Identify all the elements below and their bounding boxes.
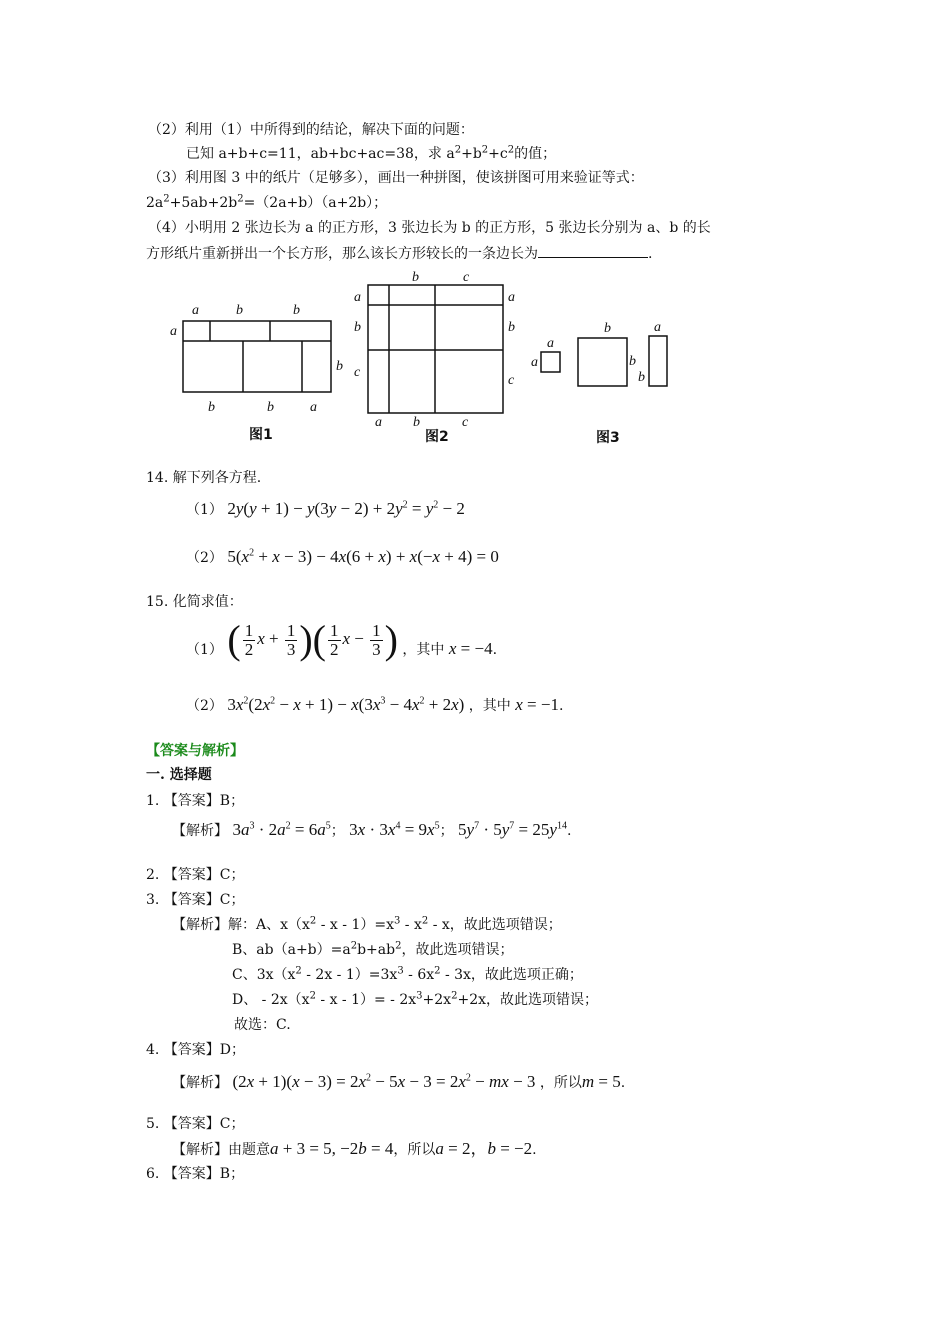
part4-line2: 方形纸片重新拼出一个长方形，那么该长方形较长的一条边长为 . (146, 243, 652, 264)
q14-eq1-math: $2y(y + 1) - y(3y - 2) + 2y^2 = y^2 - 2$ (227, 499, 465, 518)
figure-3 (541, 336, 667, 386)
fig2-bottom-label-2: b (413, 415, 420, 430)
fig1-left-label: a (170, 324, 177, 339)
answer-3-option-d: D、 - $2x(x^2 - x - 1)= - 2x^3+2x^2+2x$，故此选项错误； (232, 990, 599, 1008)
answers-heading: 【答案与解析】 (146, 743, 244, 759)
answer-3: 3. 【答案】C； (146, 892, 245, 908)
answer-6: 6. 【答案】B； (146, 1166, 245, 1182)
answer-3-option-c: C、$3x(x^2 - 2x - 1)=3x^3 - 6x^2 - 3x$，故此选项正确； (232, 965, 583, 983)
answer-3-explanation: 【解析】解：A、$x(x^2 - x - 1)=x^3 - x^2 - x$，故此选项错误； (172, 915, 562, 933)
fig1-right-label: b (336, 359, 343, 374)
answer-3-selection: 故选：C. (234, 1017, 291, 1033)
figure-2 (368, 285, 503, 413)
fig1-caption: 图1 (249, 427, 273, 443)
figures-illustration (160, 268, 700, 453)
fig1-top-label-3: b (293, 303, 300, 318)
answer-4-explanation: 【解析】 $(2x + 1)(x - 3) = 2x^2 - 5x - 3 = 2x^2$ − mx − 3 ，所以m = 5. (172, 1072, 626, 1091)
answer-5-explanation: 【解析】由题意a + 3 = 5, −2b = 4，所以a = 2，b = −2. (172, 1139, 537, 1158)
fig2-left-label-3: c (354, 365, 361, 380)
q15-eq2-math: $3x^2(2x^2 - x + 1) - x(3x^3 - 4x^2 + 2x)$ (227, 695, 465, 714)
q15-eq2: （2） $3x^2(2x^2 - x + 1) - x(3x^3 - 4x^2 + 2x)$ ，其中 x = −1. (186, 695, 564, 714)
q15-eq1-math: ( $\frac{1}{2}$ x + $\frac{1}{3}$ )( $\frac{1}{2}$ x − $\frac{1}{3}$ ) (227, 617, 398, 663)
answer-1: 1. 【答案】B； (146, 793, 245, 809)
fig3-caption: 图3 (596, 430, 620, 446)
q14-eq2-math: $5(x^2 + x - 3) - 4x(6 + x) + x(-x + 4) = 0$ (227, 547, 499, 566)
answers-section-title: 一. 选择题 (146, 767, 212, 783)
fig2-caption: 图2 (425, 429, 449, 445)
fig2-top-label-2: c (463, 270, 470, 285)
fig1-bottom-label-3: a (310, 400, 317, 415)
fig2-right-label-3: c (508, 373, 515, 388)
fig2-right-label-1: a (508, 290, 515, 305)
fig2-left-label-1: a (354, 290, 361, 305)
q14-title: 14. 解下列各方程. (146, 470, 262, 486)
part2-line1: （2）利用（1）中所得到的结论，解决下面的问题： (148, 122, 474, 138)
fig2-bottom-label-1: a (375, 415, 382, 430)
part4-line1: （4）小明用 2 张边长为 a 的正方形，3 张边长为 b 的正方形，5 张边长分别为 a、b 的长 (148, 220, 711, 236)
fig3-label-rect-top: a (654, 320, 661, 335)
fig3-label-square-top: b (604, 321, 611, 336)
fig3-label-square-right: b (629, 354, 636, 369)
fig3-label-small-left: a (531, 355, 538, 370)
answer-1-explanation: 【解析】 $3a^3 \cdot 2a^2 = 6a^5$； $3x \cdot 3x^4 = 9x^5$； $5y^7 \cdot 5y^7 = 25y^{14}$. (172, 820, 572, 839)
fig1-top-label-2: b (236, 303, 243, 318)
fig1-bottom-label-2: b (267, 400, 274, 415)
answer-2: 2. 【答案】C； (146, 867, 245, 883)
fig2-bottom-label-3: c (462, 415, 469, 430)
fig2-right-label-2: b (508, 320, 515, 335)
answer-3-option-b: B、$ab(a+b)=a^2b+ab^2$，故此选项错误； (232, 940, 514, 958)
part3-line1: （3）利用图 3 中的纸片（足够多），画出一种拼图，使该拼图可用来验证等式： (148, 170, 644, 186)
fig3-label-rect-left: b (638, 370, 645, 385)
q14-eq2: （2） $5(x^2 + x - 3) - 4x(6 + x) + x(-x + 4) = 0$ (186, 547, 499, 566)
fig1-bottom-label-1: b (208, 400, 215, 415)
q15-title: 15. 化简求值： (146, 594, 243, 610)
fig3-label-small-top: a (547, 336, 554, 351)
fig1-top-label-1: a (192, 303, 199, 318)
figure-1 (183, 321, 331, 392)
q15-eq1: （1） ( $\frac{1}{2}$ x + $\frac{1}{3}$ )( $\frac{1}{2}$ x − $\frac{1}{3}$ ) ，其中 x = −4. (186, 617, 498, 663)
answer-5: 5. 【答案】C； (146, 1116, 245, 1132)
answer-4: 4. 【答案】D； (146, 1042, 246, 1058)
part3-line2: $2a^2+5ab+2b^2=(2a+b)(a+2b)$； (146, 193, 388, 211)
q14-eq1: （1） $2y(y + 1) - y(3y - 2) + 2y^2 = y^2 - 2$ (186, 499, 465, 518)
fig2-top-label-1: b (412, 270, 419, 285)
part2-line2: 已知 a+b+c=11，ab+bc+ac=38，求 $a^2+b^2+c^2$的值； (186, 144, 557, 162)
fig2-left-label-2: b (354, 320, 361, 335)
